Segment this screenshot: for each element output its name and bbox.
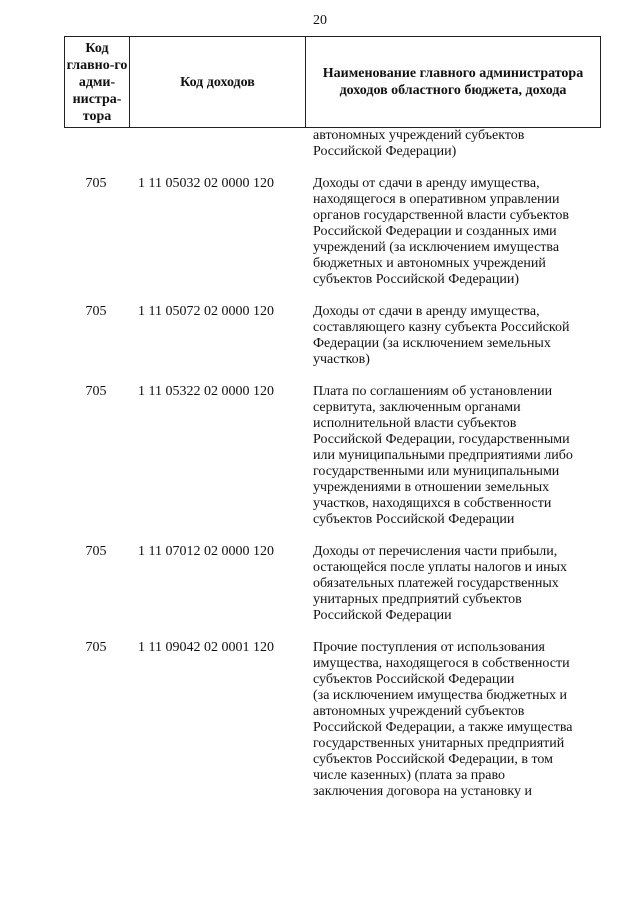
income-code-cell: 1 11 07012 02 0000 120 [138, 544, 274, 559]
income-name-cell: Прочие поступления от использования имущества, находящегося в собственности субъектов Российской Федерации (за исключением имущества бюджетных и автономных учреждений субъектов Российской Федерации, а также имущества государственных унитарных предприятий субъектов Российской Федерации, в том числе казенных) (плата за право заключения договора на установку и [313, 640, 573, 799]
table-row [64, 304, 600, 368]
income-code-cell: 1 11 09042 02 0001 120 [138, 640, 274, 655]
income-name-cell: Доходы от сдачи в аренду имущества, находящегося в оперативном управлении органов государственной власти субъектов Российской Федерации и созданных ими учреждений (за исключением имущества бюджетных и автономных учреждений субъектов Российской Федерации) [313, 176, 570, 287]
income-name-cell: автономных учреждений субъектов Российской Федерации) [313, 128, 525, 159]
header-income-code [130, 37, 306, 128]
table-row [64, 128, 600, 160]
page-number: 20 [313, 13, 327, 28]
header-name-text: Наименование главного администратора доходов областного бюджета, дохода [322, 66, 584, 98]
header-admin-code-text: Код главно-го адми-нистра-тора [66, 40, 128, 124]
income-name-cell: Доходы от перечисления части прибыли, остающейся после уплаты налогов и иных обязательных платежей государственных унитарных предприятий субъектов Российской Федерации [313, 544, 567, 623]
income-code-cell: 1 11 05322 02 0000 120 [138, 384, 274, 399]
header-income-code-text: Код доходов [180, 74, 255, 90]
admin-code-cell: 705 [85, 304, 107, 319]
table-body [64, 128, 600, 800]
admin-code-cell: 705 [85, 176, 107, 191]
income-name-cell: Доходы от сдачи в аренду имущества, составляющего казну субъекта Российской Федерации (за исключением земельных участков) [313, 304, 570, 367]
table-row [64, 384, 600, 528]
admin-code-cell: 705 [85, 544, 107, 559]
income-name-cell: Плата по соглашениям об установлении сервитута, заключенным органами исполнительной власти субъектов Российской Федерации, государственными или муниципальными предприятиями либо государственными или муниципальными учреждениями в отношении земельных участков, находящихся в собственности субъектов Российской Федерации [313, 384, 573, 527]
header-name [306, 37, 601, 128]
table-header [64, 36, 601, 128]
table-row [64, 640, 600, 800]
table-row [64, 176, 600, 288]
admin-code-cell: 705 [85, 384, 107, 399]
admin-code-cell: 705 [85, 640, 107, 655]
income-code-cell: 1 11 05032 02 0000 120 [138, 176, 274, 191]
income-code-cell: 1 11 05072 02 0000 120 [138, 304, 274, 319]
header-admin-code [65, 37, 130, 128]
table-row [64, 544, 600, 624]
